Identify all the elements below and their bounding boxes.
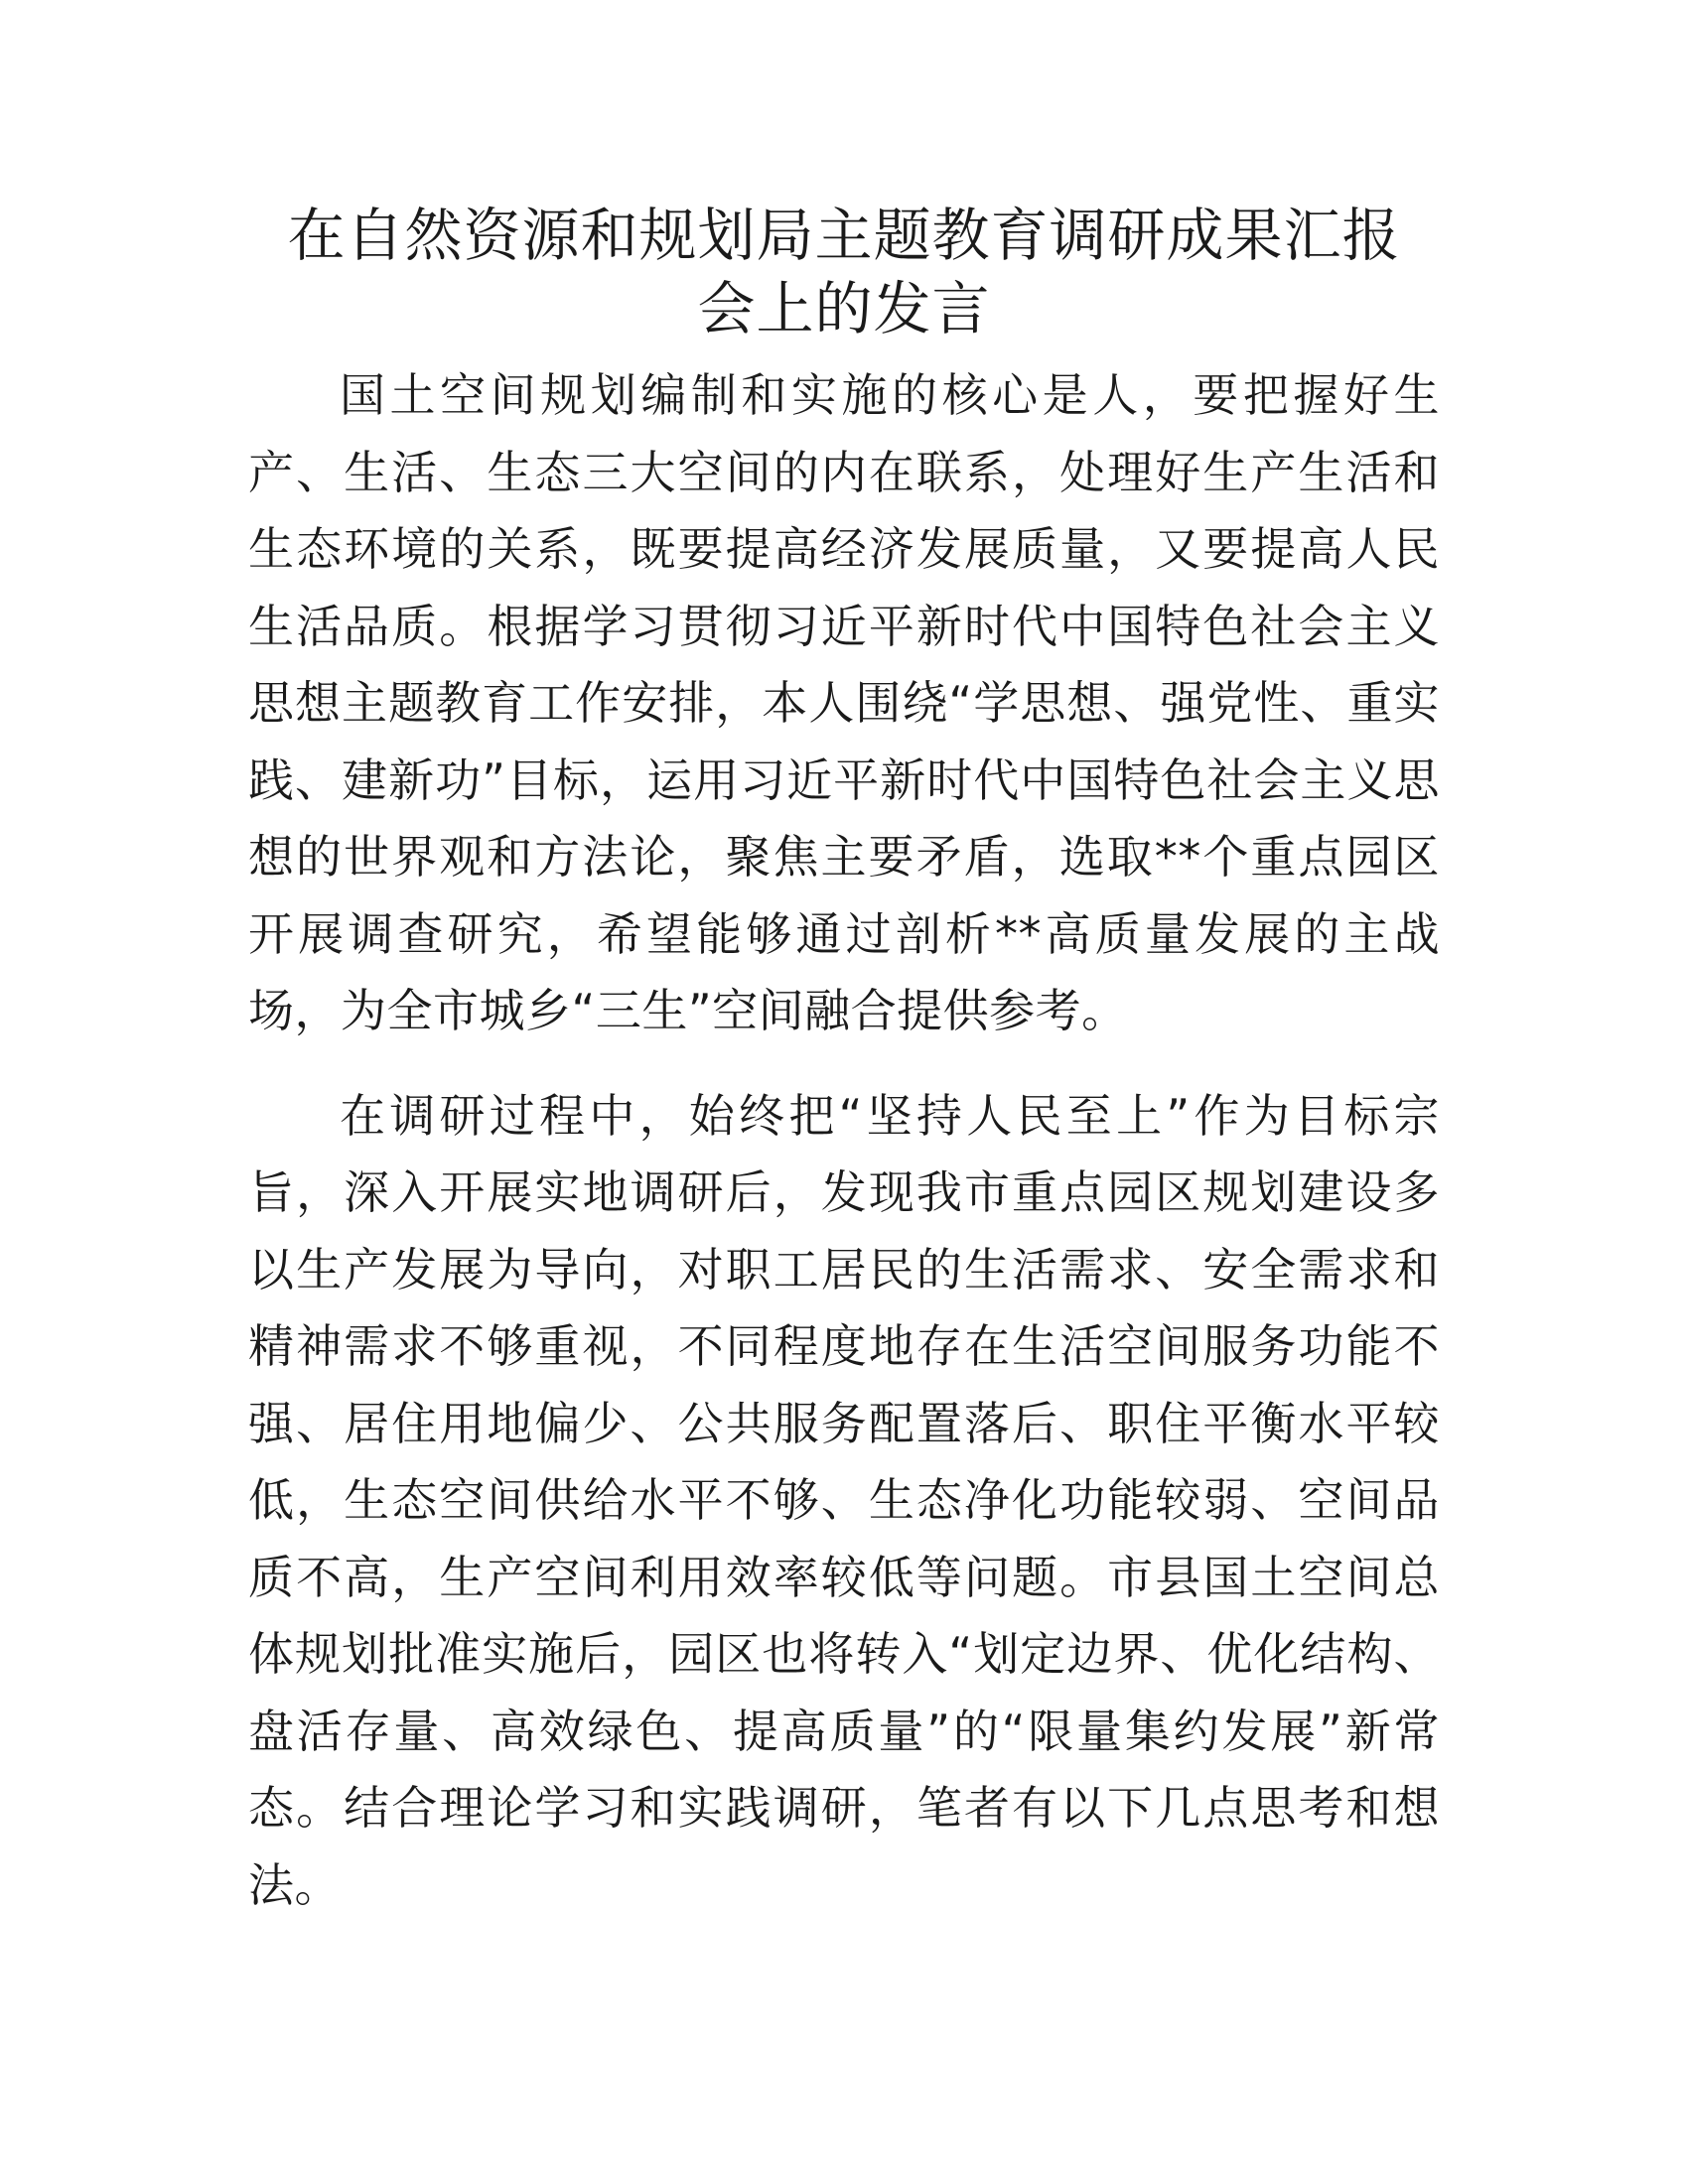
paragraph-2: 在调研过程中，始终把“坚持人民至上”作为目标宗旨，深入开展实地调研后，发现我市重点园区规划建设多以生产发展为导向，对职工居民的生活需求、安全需求和精神需求不够重视，不同程度地存在生活空间服务功能不强、居住用地偏少、公共服务配置落后、职住平衡水平较低，生态空间供给水平不够、生态净化功能较弱、空间品质不高，生产空间利用效率较低等问题。市县国土空间总体规划批准实施后，园区也将转入“划定边界、优化结构、盘活存量、高效绿色、提高质量”的“限量集约发展”新常态。结合理论学习和实践调研，笔者有以下几点思考和想法。 bbox=[248, 1088, 1440, 1912]
document-body bbox=[248, 199, 1440, 1924]
document-title: 在自然资源和规划局主题教育调研成果汇报会上的发言 bbox=[287, 202, 1401, 342]
paragraph-1: 国土空间规划编制和实施的核心是人，要把握好生产、生活、生态三大空间的内在联系，处理好生产生活和生态环境的关系，既要提高经济发展质量，又要提高人民生活品质。根据学习贯彻习近平新时代中国特色社会主义思想主题教育工作安排，本人围绕“学思想、强党性、重实践、建新功”目标，运用习近平新时代中国特色社会主义思想的世界观和方法论，聚焦主要矛盾，选取**个重点园区开展调查研究，希望能够通过剖析**高质量发展的主战场，为全市城乡“三生”空间融合提供参考。 bbox=[248, 368, 1440, 1037]
